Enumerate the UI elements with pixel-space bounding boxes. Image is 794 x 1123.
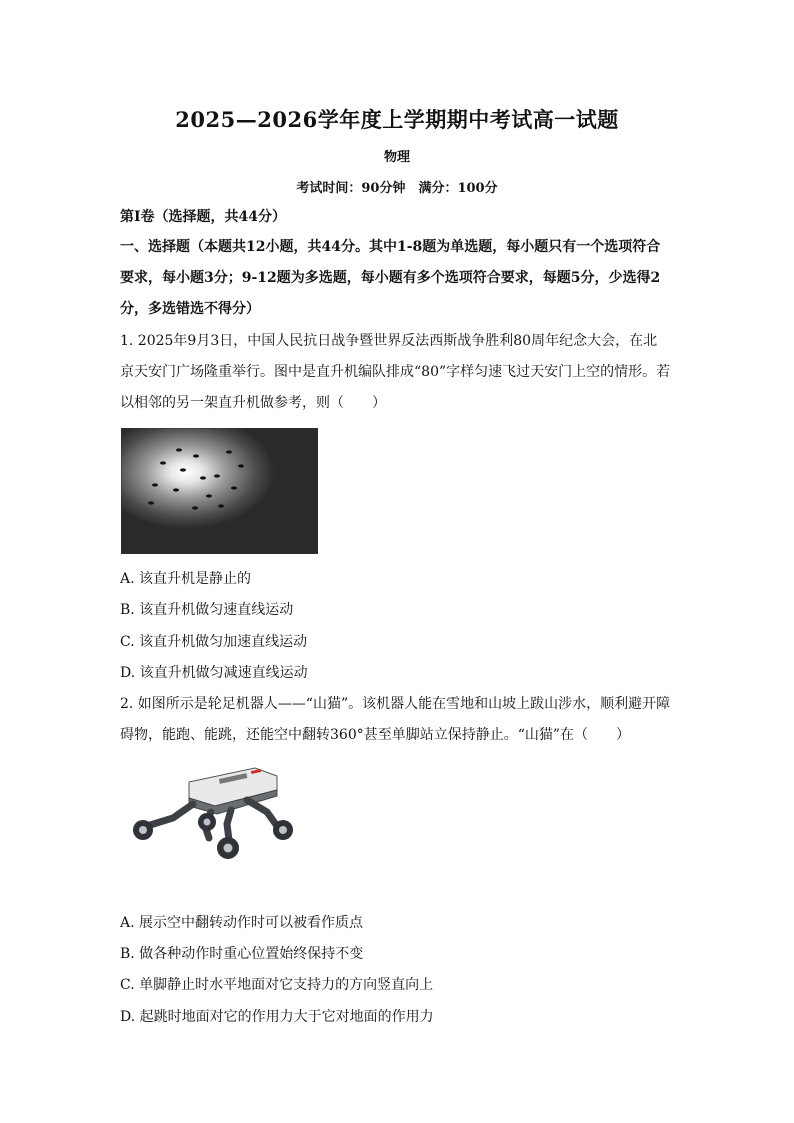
subject-label: 物理 [383, 150, 410, 165]
question-2-option-b: B. 做各种动作时重心位置始终保持不变 [120, 946, 364, 962]
question-2-option-a: A. 展示空中翻转动作时可以被看作质点 [120, 915, 364, 931]
instruction-line: 分，多选错选不得分） [120, 301, 260, 317]
question-1-option-b: B. 该直升机做匀速直线运动 [120, 602, 294, 618]
wheeled-quadruped-robot-photo [127, 760, 319, 868]
exam-title: 2025—2026学年度上学期期中考试高一试题 [175, 107, 619, 132]
exam-time-and-score: 考试时间：90分钟 满分：100分 [296, 181, 498, 196]
question-2-stem-line: 2. 如图所示是轮足机器人——“山猫”。该机器人能在雪地和山坡上跋山涉水，顺利避开障 [120, 696, 671, 712]
question-1-stem-line: 京天安门广场隆重举行。图中是直升机编队排成“80”字样匀速飞过天安门上空的情形。若 [120, 364, 671, 380]
question-1-option-c: C. 该直升机做匀加速直线运动 [120, 634, 308, 650]
instruction-line: 一、选择题（本题共12小题，共44分。其中1-8题为单选题，每小题只有一个选项符合 [120, 239, 661, 255]
question-1-stem-line: 1. 2025年9月3日，中国人民抗日战争暨世界反法西斯战争胜利80周年纪念大会，在北 [120, 333, 658, 349]
question-2-stem-line: 碍物，能跑、能跳，还能空中翻转360°甚至单脚站立保持静止。“山猫”在（ ） [120, 727, 631, 743]
section-heading: 第Ⅰ卷（选择题，共44分） [120, 209, 287, 225]
question-2-option-d: D. 起跳时地面对它的作用力大于它对地面的作用力 [120, 1009, 434, 1025]
instruction-line: 要求，每小题3分；9-12题为多选题，每小题有多个选项符合要求，每题5分，少选得2 [120, 270, 661, 286]
question-1-option-d: D. 该直升机做匀减速直线运动 [120, 665, 308, 681]
question-1-option-a: A. 该直升机是静止的 [120, 571, 252, 587]
question-1-stem-line: 以相邻的另一架直升机做参考，则（ ） [120, 395, 386, 411]
helicopter-formation-photo [121, 428, 318, 554]
question-2-option-c: C. 单脚静止时水平地面对它支持力的方向竖直向上 [120, 977, 434, 993]
